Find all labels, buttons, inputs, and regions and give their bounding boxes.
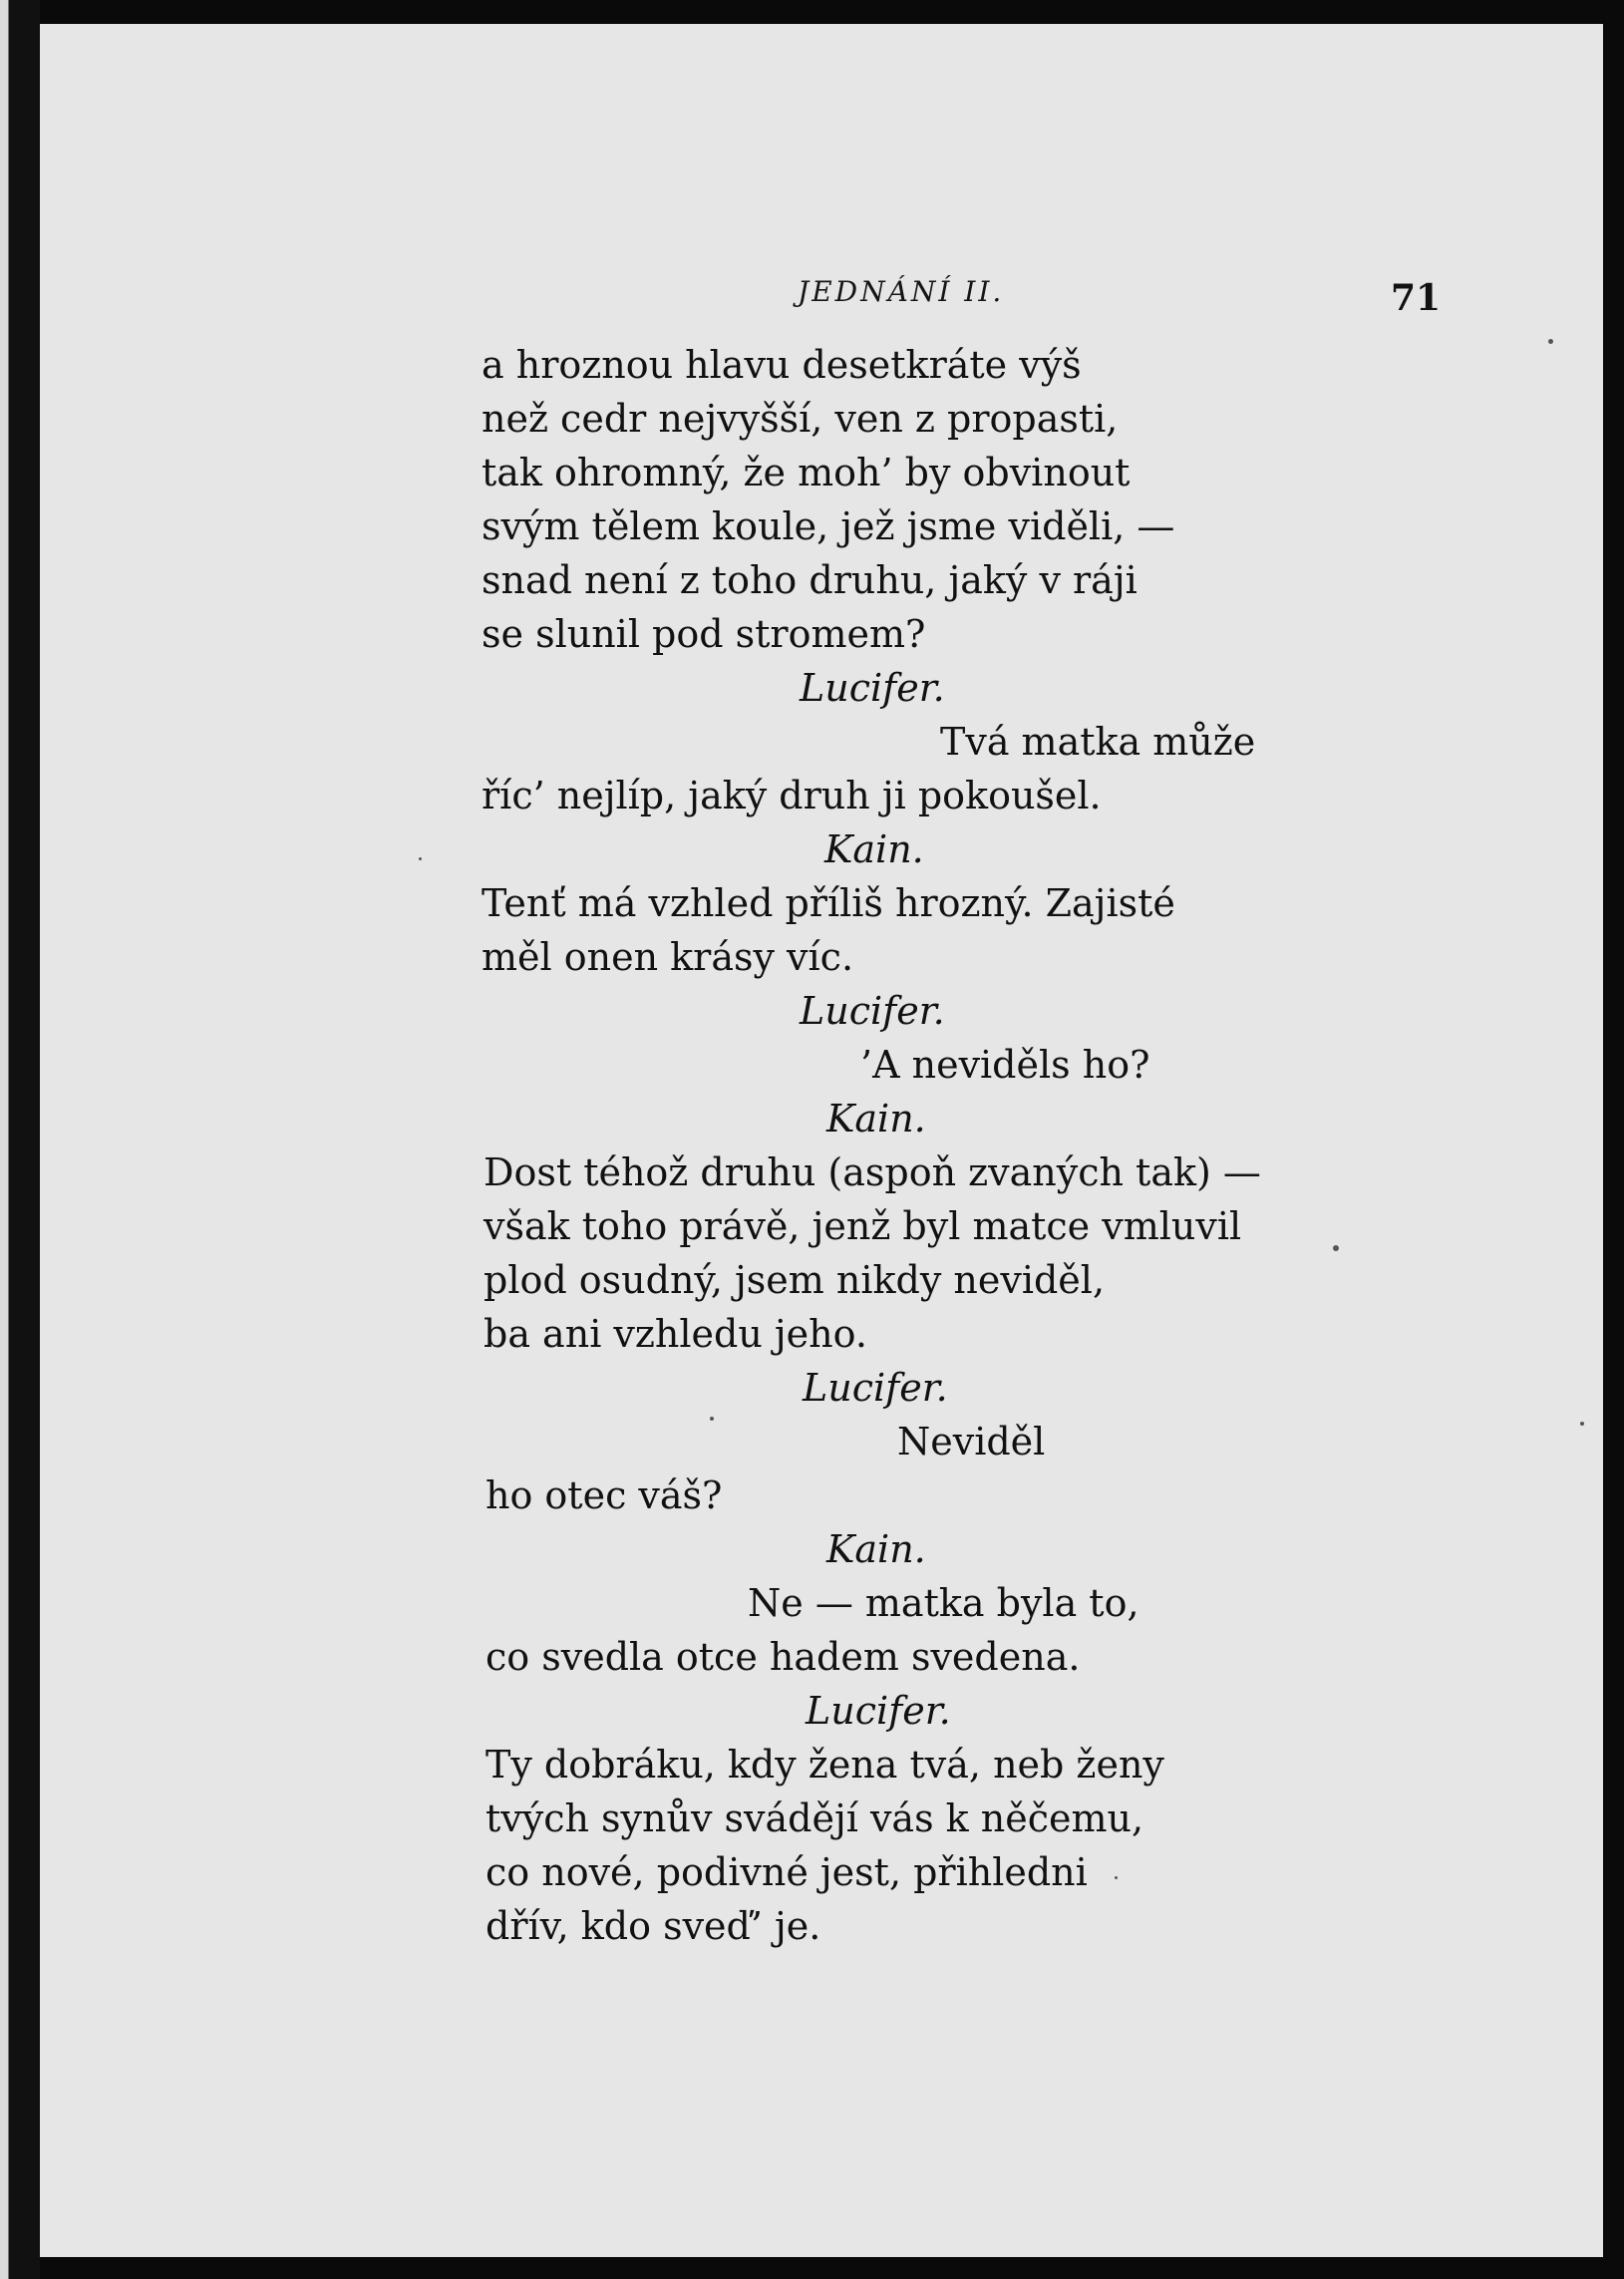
verse-line: ’A neviděls ho? (860, 1043, 1150, 1087)
verse-line: Dost téhož druhu (aspoň zvaných tak) — (484, 1150, 1261, 1194)
verse-line: tvých synův svádějí vás k něčemu, (486, 1796, 1144, 1840)
speaker-name: Kain. (826, 1097, 926, 1140)
page-number: 71 (1391, 277, 1442, 319)
speaker-name: Lucifer. (800, 666, 945, 710)
verse-line: Tvá matka může (940, 720, 1256, 764)
verse-line: dřív, kdo sveď’ je. (486, 1904, 821, 1948)
speaker-name: Lucifer. (806, 1689, 951, 1733)
speaker-name: Kain. (826, 1527, 926, 1571)
verse-line: co nové, podivné jest, přihledni (486, 1850, 1088, 1894)
verse-line: snad není z toho druhu, jaký v ráji (482, 558, 1137, 602)
verse-line: co svedla otce hadem svedena. (486, 1635, 1081, 1679)
verse-line: ba ani vzhledu jeho. (484, 1312, 867, 1356)
verse-line: a hroznou hlavu desetkráte výš (482, 343, 1082, 387)
verse-line: Tenť má vzhled příliš hrozný. Zajisté (482, 881, 1175, 925)
speaker-name: Kain. (824, 827, 924, 871)
book-page (40, 24, 1603, 2257)
verse-line: Ty dobráku, kdy žena tvá, neb ženy (486, 1743, 1164, 1787)
speaker-name: Lucifer. (800, 989, 945, 1033)
verse-line: Neviděl (897, 1420, 1046, 1464)
verse-line: se slunil pod stromem? (482, 612, 926, 656)
speaker-name: Lucifer. (803, 1366, 948, 1410)
verse-line: plod osudný, jsem nikdy neviděl, (484, 1258, 1106, 1302)
verse-line: než cedr nejvyšší, ven z propasti, (482, 397, 1119, 441)
verse-line: ho otec váš? (486, 1473, 723, 1517)
verse-line: však toho právě, jenž byl matce vmluvil (484, 1204, 1242, 1248)
verse-line: svým tělem koule, jež jsme viděli, — (482, 504, 1175, 548)
verse-line: tak ohromný, že moh’ by obvinout (482, 451, 1131, 494)
verse-line: Ne — matka byla to, (748, 1581, 1139, 1625)
page-edge (0, 0, 40, 2279)
verse-line: měl onen krásy víc. (482, 935, 854, 979)
verse-line: říc’ nejlíp, jaký druh ji pokoušel. (482, 774, 1102, 817)
running-title: JEDNÁNÍ II. (798, 275, 1005, 308)
